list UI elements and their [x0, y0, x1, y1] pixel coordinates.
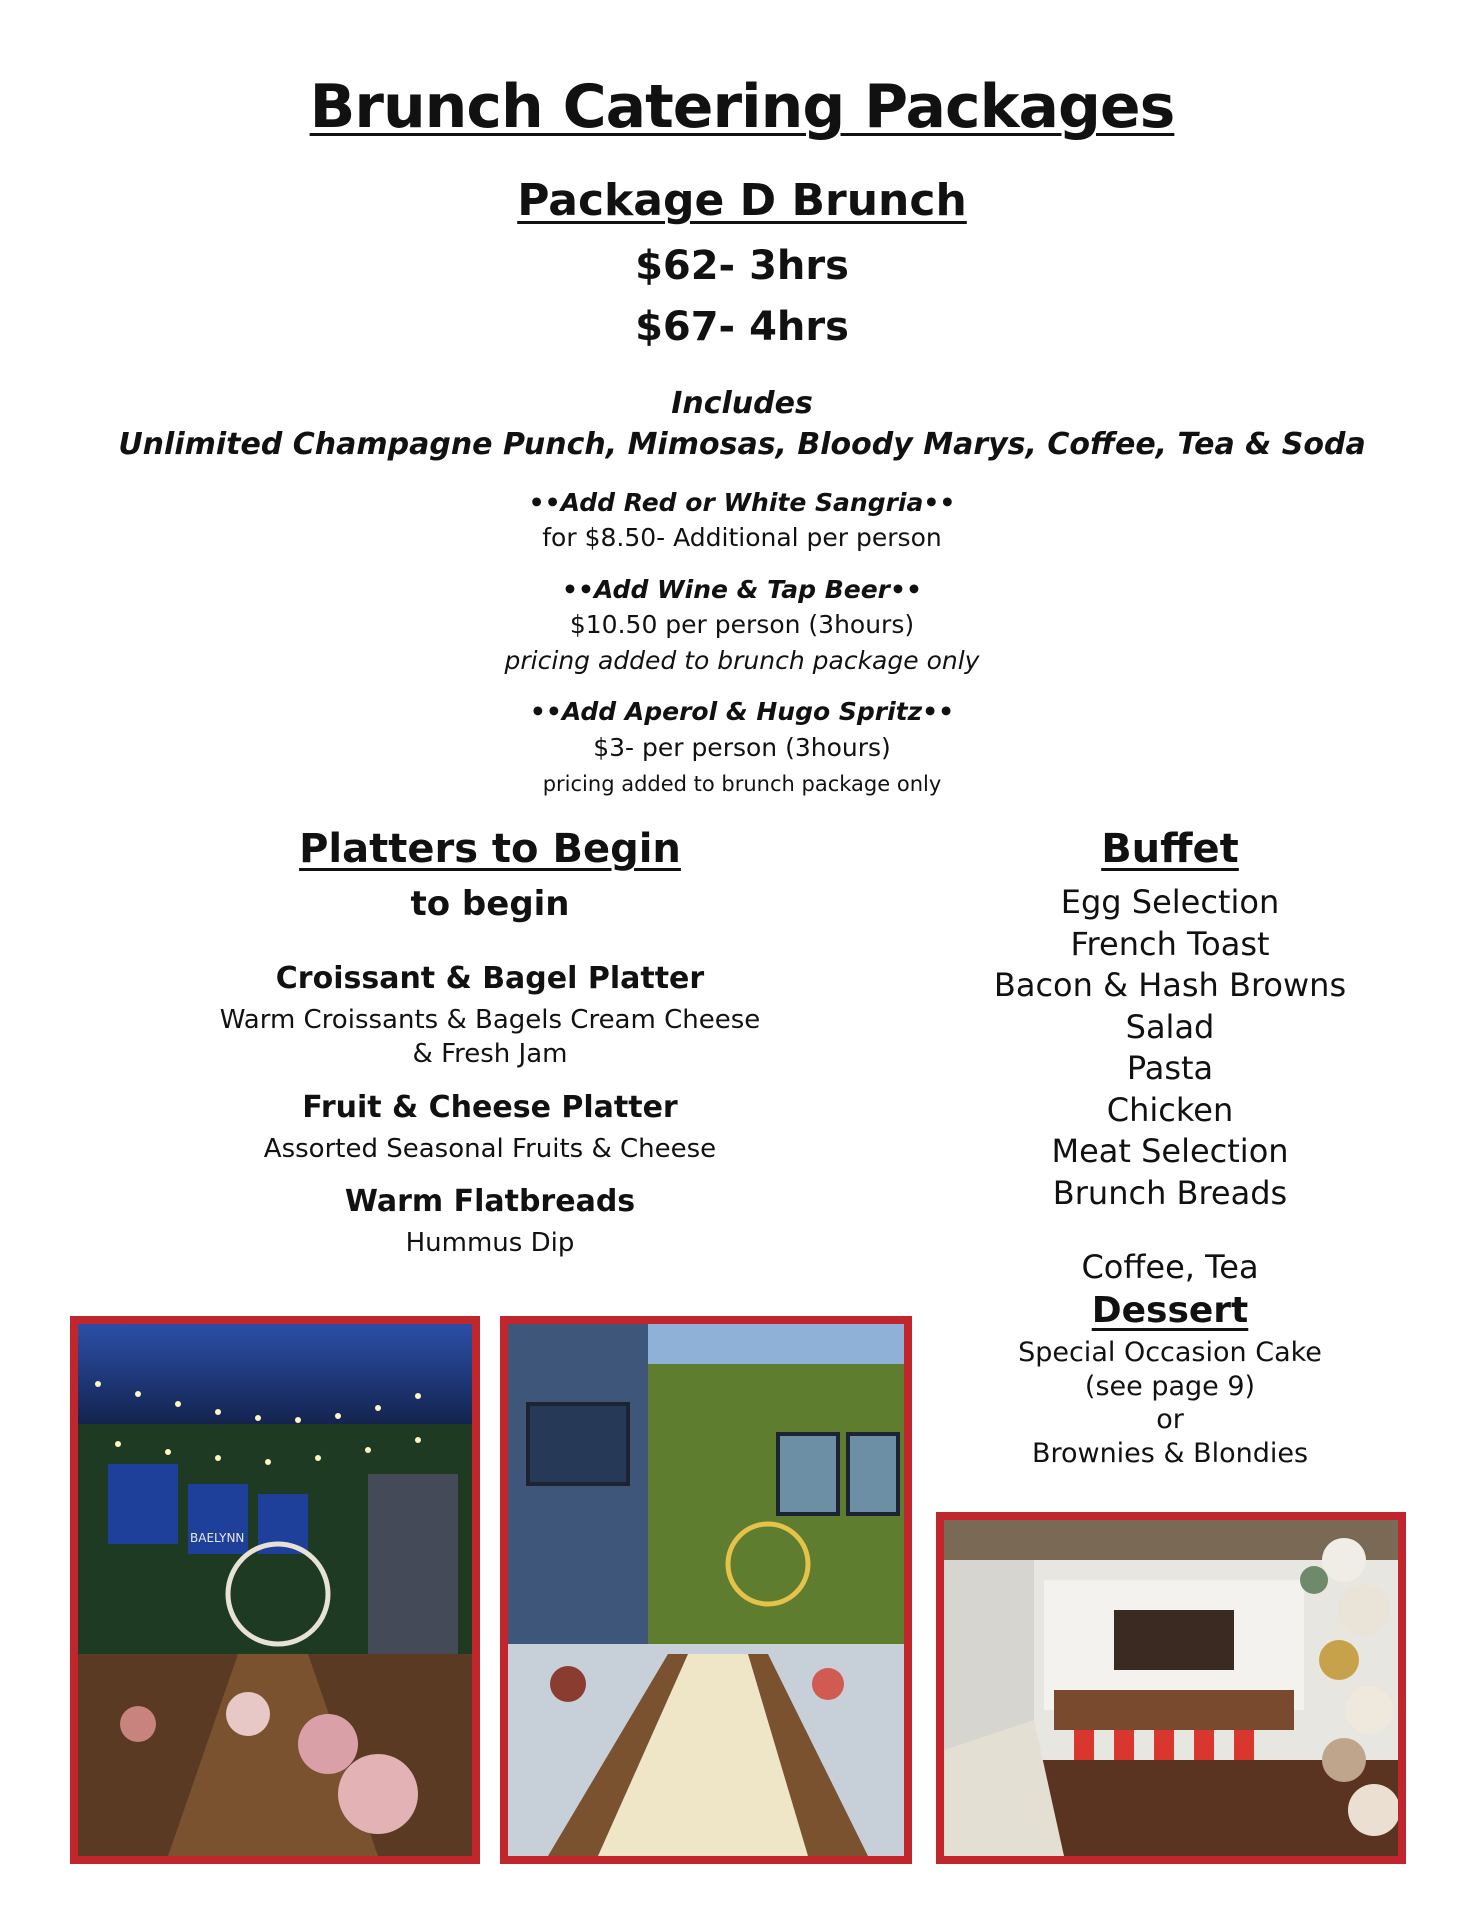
- addon-wine-beer-price: $10.50 per person (3hours): [569, 610, 915, 639]
- platters-title: Platters to Begin: [299, 826, 681, 872]
- buffet-title: Buffet: [1101, 826, 1239, 872]
- buffet-item: Brunch Breads: [1052, 1173, 1288, 1212]
- venue-photo-2-image: [508, 1324, 904, 1856]
- dessert-list: [960, 1336, 1380, 1470]
- buffet-drinks: Coffee, Tea: [1081, 1248, 1259, 1286]
- venue-photo-2: [500, 1316, 912, 1864]
- addon-spritz-price: $3- per person (3hours): [593, 733, 891, 762]
- platter-item-desc: & Fresh Jam: [412, 1039, 568, 1069]
- buffet-item: Salad: [1125, 1007, 1215, 1046]
- includes-label: Includes: [671, 386, 813, 421]
- platter-item-title: Warm Flatbreads: [344, 1184, 636, 1219]
- venue-photo-3: [936, 1512, 1406, 1864]
- buffet-item: Meat Selection: [1051, 1132, 1289, 1170]
- photo-banner-text: BAELYNN: [190, 1531, 245, 1545]
- dessert-title: Dessert: [1091, 1290, 1249, 1331]
- buffet-item: French Toast: [1070, 924, 1270, 963]
- platter-item-desc: Assorted Seasonal Fruits & Cheese: [263, 1134, 717, 1164]
- package-title: Package D Brunch: [517, 175, 967, 226]
- dessert-line: Brownies & Blondies: [1031, 1437, 1309, 1469]
- addon-spritz-note: pricing added to brunch package only: [542, 772, 942, 796]
- dessert-line: (see page 9): [1084, 1370, 1256, 1402]
- platter-item-title: Fruit & Cheese Platter: [302, 1090, 678, 1125]
- buffet-item: Bacon & Hash Browns: [993, 966, 1347, 1004]
- buffet-list: [960, 882, 1380, 1214]
- venue-photo-3-image: [944, 1520, 1398, 1856]
- buffet-item: Egg Selection: [1060, 883, 1280, 921]
- price-3hrs: $62- 3hrs: [635, 243, 849, 289]
- addon-sangria-price: for $8.50- Additional per person: [542, 523, 942, 552]
- addon-sangria-title: ••Add Red or White Sangria••: [528, 488, 956, 517]
- dessert-line: or: [1156, 1404, 1184, 1435]
- platters-subtitle: to begin: [410, 884, 570, 924]
- platter-item-title: Croissant & Bagel Platter: [275, 961, 705, 996]
- addon-wine-beer-title: ••Add Wine & Tap Beer••: [562, 575, 922, 604]
- page-title: Brunch Catering Packages: [309, 72, 1175, 142]
- addon-spritz-title: ••Add Aperol & Hugo Spritz••: [529, 697, 955, 726]
- platter-item-desc: Warm Croissants & Bagels Cream Cheese: [219, 1005, 761, 1035]
- dessert-line: Special Occasion Cake: [1018, 1337, 1322, 1368]
- addon-wine-beer-note: pricing added to brunch package only: [504, 646, 980, 675]
- venue-photo-1: [70, 1316, 480, 1864]
- buffet-item: Pasta: [1126, 1049, 1214, 1087]
- buffet-item: Chicken: [1106, 1090, 1234, 1129]
- includes-text: Unlimited Champagne Punch, Mimosas, Bloody Marys, Coffee, Tea & Soda: [118, 427, 1366, 462]
- price-4hrs: $67- 4hrs: [635, 304, 849, 350]
- venue-photo-1-image: [78, 1324, 472, 1856]
- platter-item-desc: Hummus Dip: [405, 1228, 575, 1258]
